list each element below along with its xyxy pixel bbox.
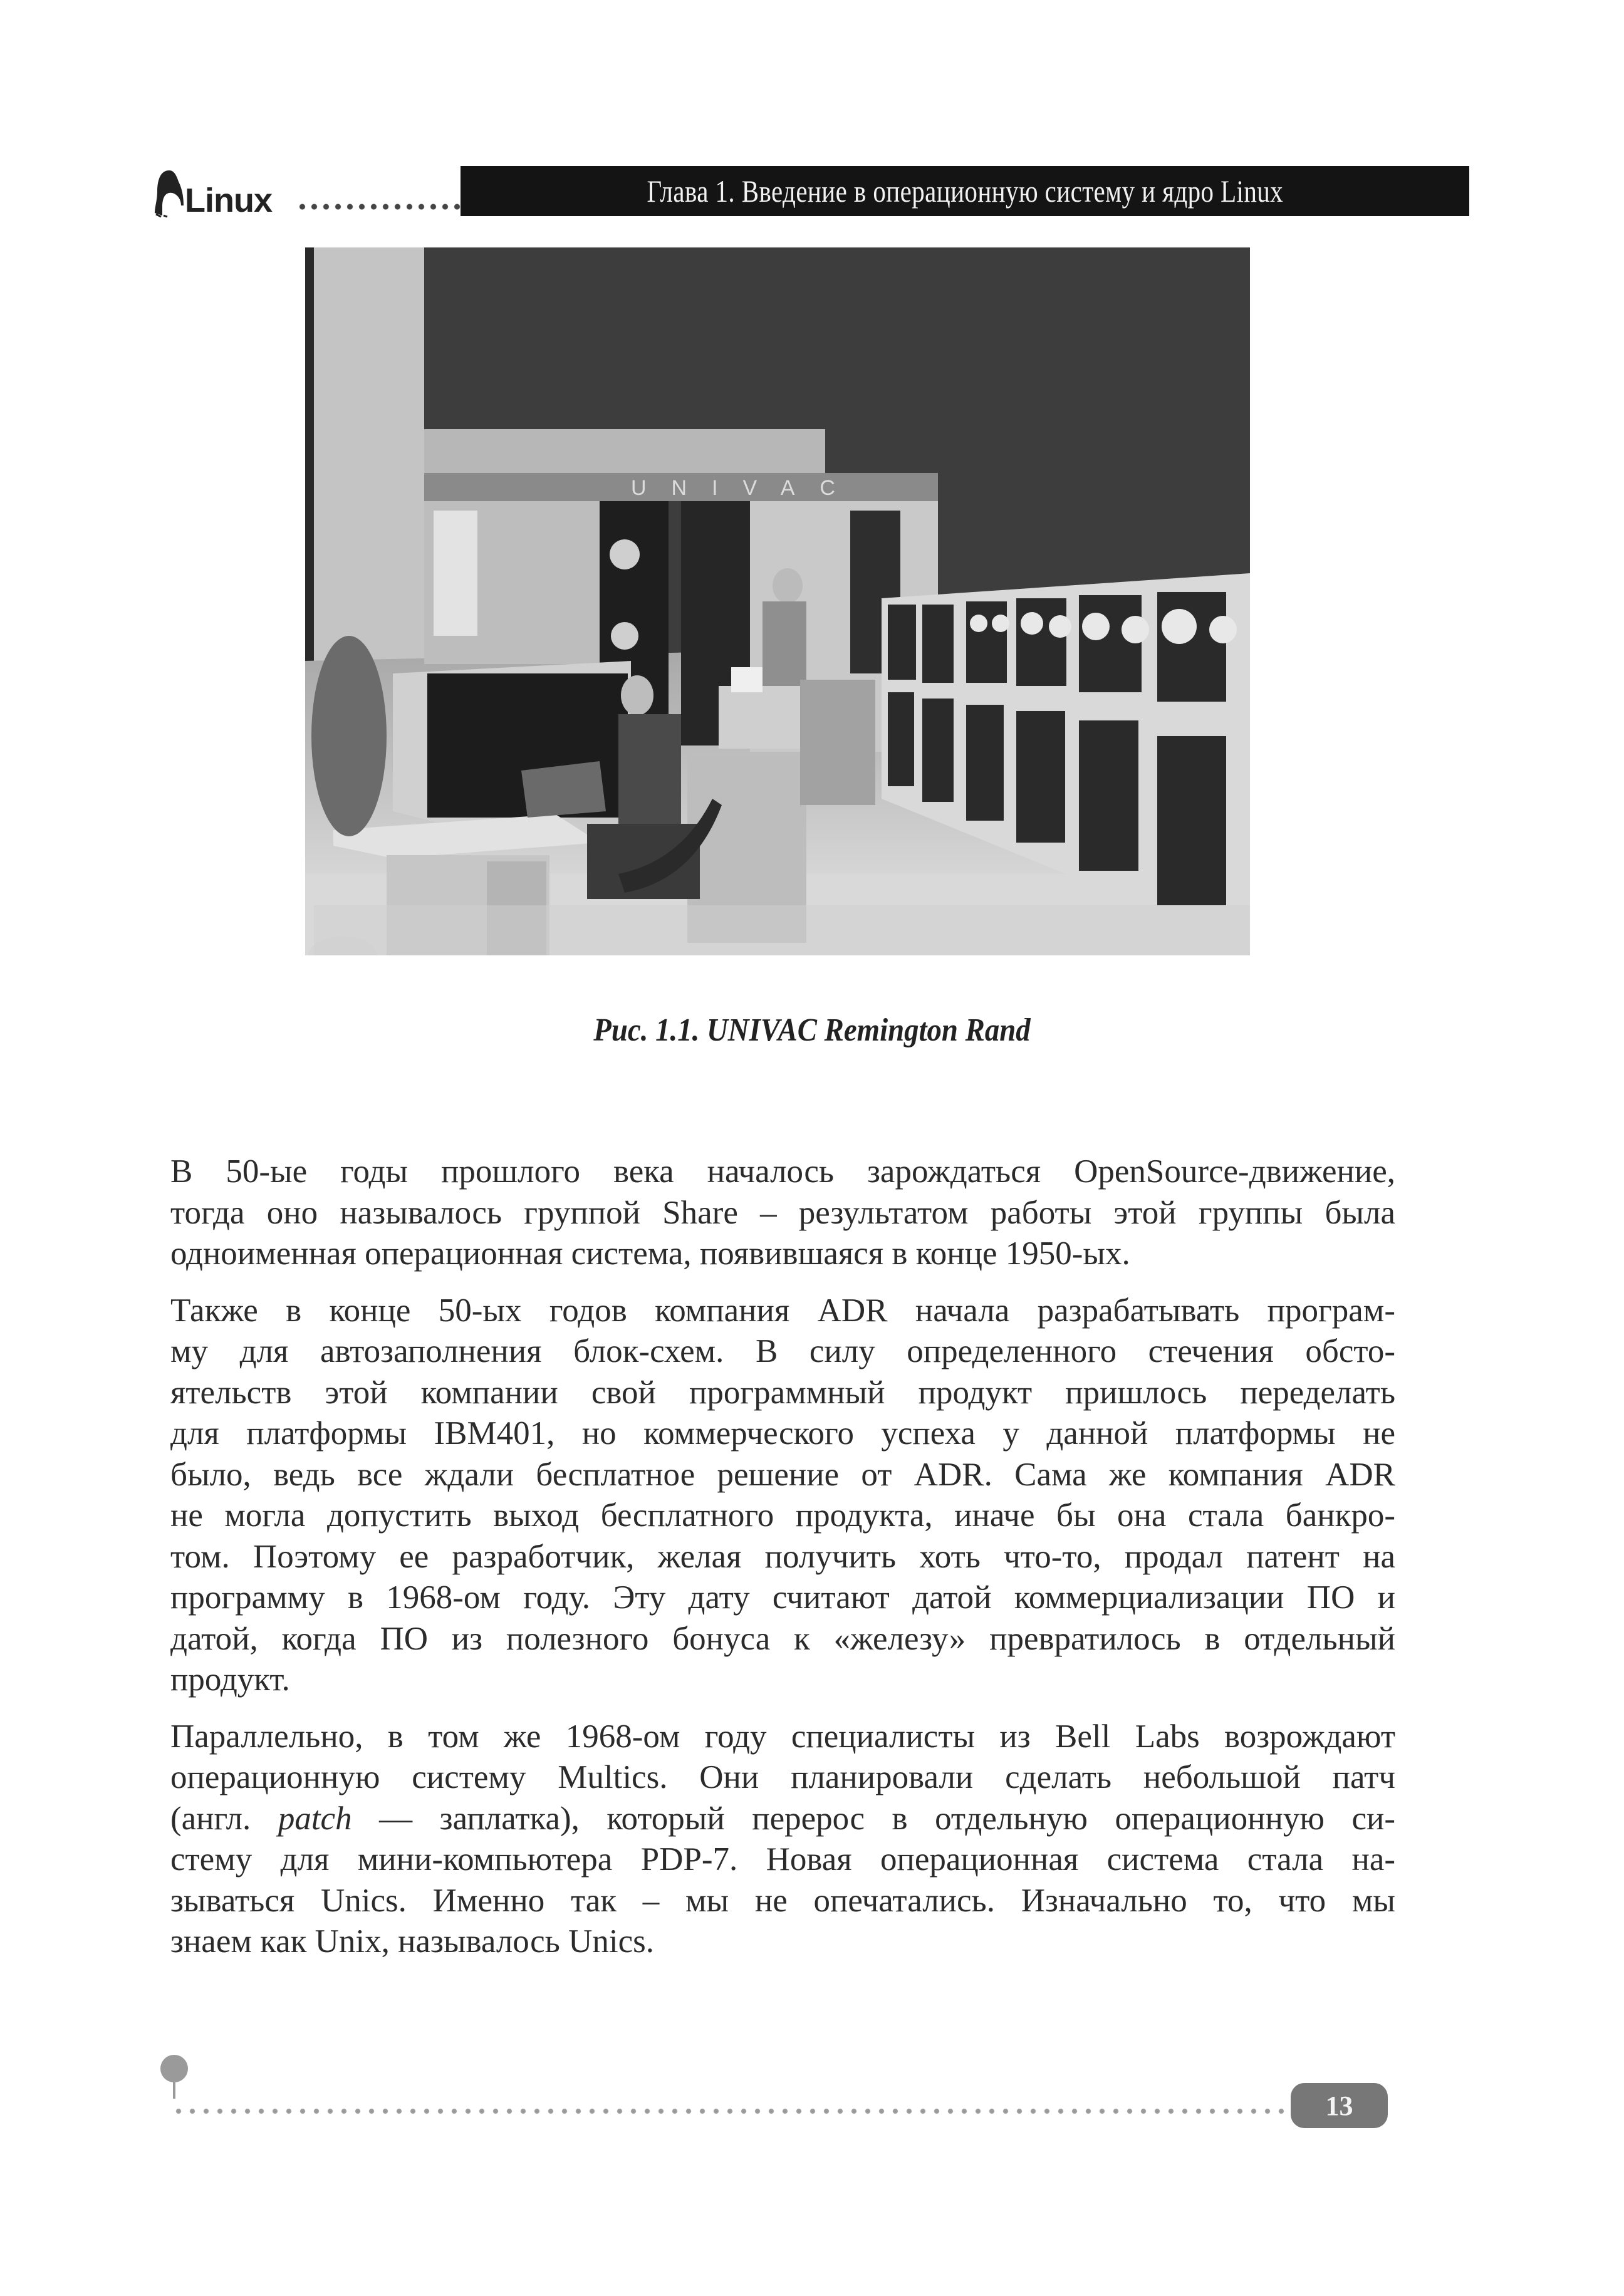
text-line: му для автозаполнения блок-схем. В силу определенного стечения обсто-	[170, 1333, 1395, 1369]
text-line	[170, 1799, 1395, 1840]
text-line: ятельств этой компании свой программный продукт пришлось переделать	[170, 1374, 1395, 1411]
footer-bullet-stem	[173, 2080, 175, 2099]
text-line: В 50-ые годы прошлого века началось зарождаться OpenSource-движение,	[170, 1153, 1395, 1190]
page-header	[154, 164, 1469, 221]
text-line: стему для мини-компьютера PDP-7. Новая операционная система стала на-	[170, 1841, 1395, 1878]
body-text	[170, 1151, 1395, 1978]
page-number-badge	[1291, 2083, 1388, 2128]
univac-photo-illustration	[305, 247, 1250, 955]
text-line: операционную систему Multics. Они планировали сделать небольшой патч	[170, 1759, 1395, 1795]
italic-term: patch	[278, 1800, 352, 1837]
text-line: одноименная операционная система, появившаяся в конце 1950-ых.	[170, 1235, 1130, 1272]
text-line: датой, когда ПО из полезного бонуса к «железу» превратилось в отдельный	[170, 1620, 1395, 1657]
univac-label: UNIVAC	[631, 476, 860, 500]
page-number: 13	[1325, 2090, 1353, 2121]
text-line: Параллельно, в том же 1968-ом году специалисты из Bell Labs возрождают	[170, 1718, 1395, 1755]
text-line: знаем как Unix, называлось Unics.	[170, 1923, 654, 1960]
footer-dot-leader	[172, 2108, 1293, 2114]
text-line: тогда оно называлось группой Share – результатом работы этой группы была	[170, 1194, 1395, 1231]
linux-logo	[154, 169, 298, 219]
footer-bullet-icon	[160, 2055, 188, 2082]
text-line: было, ведь все ждали бесплатное решение от ADR. Сама же компания ADR	[170, 1456, 1395, 1493]
page-footer	[157, 2049, 1410, 2136]
tux-penguin-icon	[154, 169, 185, 218]
text-line: не могла допустить выход бесплатного продукта, иначе бы она стала банкро-	[170, 1497, 1395, 1534]
univac-photo	[305, 247, 1250, 955]
chapter-title: Глава 1. Введение в операционную систему и ядро Linux	[647, 174, 1283, 209]
text-line: Также в конце 50-ых годов компания ADR начала разрабатывать програм-	[170, 1292, 1395, 1329]
text-fragment: — заплатка), который перерос в отдельную операционную си-	[351, 1800, 1395, 1837]
figure-caption: Рис. 1.1. UNIVAC Remington Rand	[593, 1012, 1031, 1048]
chapter-title-bar	[461, 166, 1469, 216]
paragraph	[170, 1717, 1395, 1963]
text-fragment: (англ.	[170, 1800, 278, 1837]
text-line: для платформы IBM401, но коммерческого успеха у данной платформы не	[170, 1415, 1395, 1452]
text-line: том. Поэтому ее разработчик, желая получить хоть что-то, продал патент на	[170, 1538, 1395, 1575]
text-line: зываться Unics. Именно так – мы не опечатались. Изначально то, что мы	[170, 1882, 1395, 1919]
text-line: продукт.	[170, 1661, 290, 1698]
paragraph	[170, 1151, 1395, 1275]
logo-text: Linux	[185, 182, 272, 219]
header-dot-leader	[296, 203, 461, 210]
paragraph	[170, 1291, 1395, 1701]
text-line: программу в 1968-ом году. Эту дату считают датой коммерциализации ПО и	[170, 1579, 1395, 1616]
